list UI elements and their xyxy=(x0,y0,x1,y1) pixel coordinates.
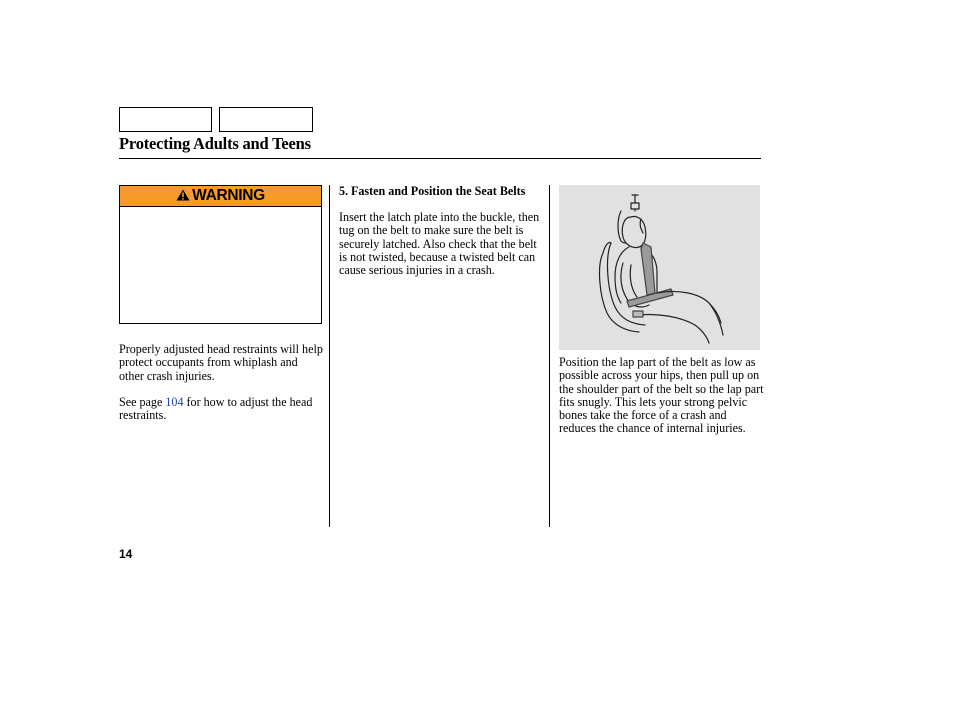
step-title: Fasten and Position the Seat Belts xyxy=(351,184,526,198)
section-tab-2[interactable] xyxy=(219,107,313,132)
warning-box xyxy=(119,185,322,324)
step-body: Insert the latch plate into the buckle, then tug on the belt to make sure the belt is securely latched. Also check that the belt is not twisted, because a twisted belt can cause serious injuries in a crash. xyxy=(339,210,540,278)
warning-triangle-icon xyxy=(176,188,190,206)
title-rule xyxy=(119,158,761,159)
see-page-paragraph xyxy=(119,396,324,423)
section-tab-1[interactable] xyxy=(119,107,212,132)
page-number: 14 xyxy=(119,547,133,561)
column-divider-1 xyxy=(329,185,330,527)
page-104-link[interactable]: 104 xyxy=(165,395,184,409)
warning-label: WARNING xyxy=(192,187,265,205)
warning-header xyxy=(120,186,321,207)
see-page-suffix: for how to adjust the head restraints. xyxy=(119,395,313,423)
page-title: Protecting Adults and Teens xyxy=(119,134,311,153)
seated-person-seatbelt-icon xyxy=(559,185,760,350)
lap-belt-paragraph: Position the lap part of the belt as low as possible across your hips, then pull up on the shoulder part of the belt so the lap part fits snugly. This lets your strong pelvic bones take the force of a crash and reduces the chance of internal injuries. xyxy=(559,355,764,436)
step-number: 5. xyxy=(339,184,349,198)
see-page-prefix: See page xyxy=(119,395,166,409)
step-heading xyxy=(339,185,539,198)
column-divider-2 xyxy=(549,185,550,527)
head-restraint-paragraph: Properly adjusted head restraints will help protect occupants from whiplash and other crash injuries. xyxy=(119,342,323,383)
